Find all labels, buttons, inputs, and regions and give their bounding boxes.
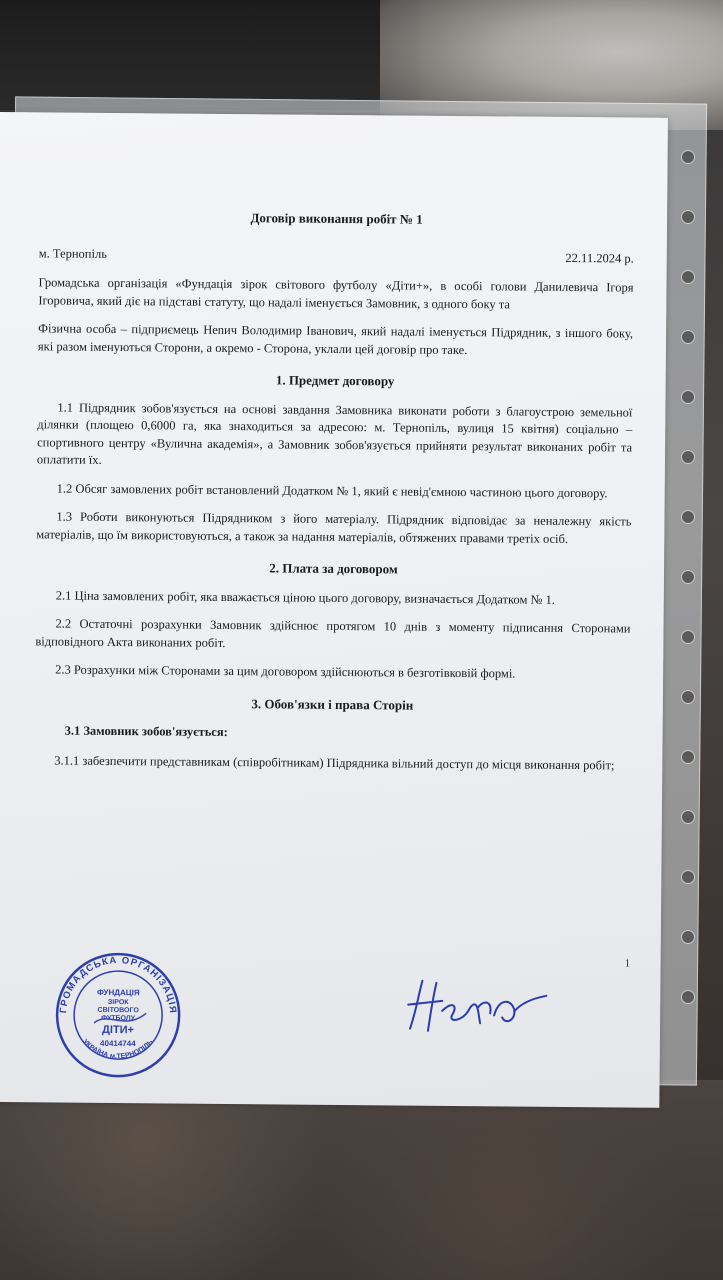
- stamp-line-1: ФУНДАЦІЯ: [96, 987, 140, 998]
- section-1-heading: 1. Предмет договору: [275, 372, 395, 389]
- clause-2-2: 2.2 Остаточні розрахунки Замовник здійснює протягом 10 днів з моменту підписання Сторонами відповідного Акта виконаних робіт.: [35, 616, 631, 650]
- section-2-heading: 2. Плата за договором: [269, 560, 398, 577]
- document-page: [0, 112, 668, 1108]
- background-ground: [0, 1080, 723, 1280]
- stamp-line-4: ФУТБОЛУ: [101, 1014, 136, 1023]
- stamp-bottom-text: УКРАЇНА м.ТЕРНОПІЛЬ: [81, 1038, 155, 1061]
- document-title: Договір виконання робіт № 1: [250, 210, 423, 227]
- background-top: [0, 0, 420, 110]
- clause-3-1: 3.1 Замовник зобов'язується:: [64, 723, 228, 740]
- stamp-line-3: СВІТОВОГО: [97, 1006, 139, 1015]
- clause-1-1: 1.1 Підрядник зобов'язується на основі завдання Замовника виконати роботи з благоустрою земельної ділянки (площею 0,6000 га, яка знаходиться за адресою: м. Тернопіль, вулиця 15 квітня) соціально – спортивного центру «Вулична академія», а Замовник зобов'язується прийняти результат виконаних робіт та оплатити їх.: [36, 400, 633, 467]
- clause-1-3: 1.3 Роботи виконуються Підрядником з його матеріалу. Підрядник відповідає за неналежну якість матеріалів, що їм використовуються, а також за надання матеріалів, обтяжених правами третіх осіб.: [36, 509, 632, 546]
- stamp-ring-text: ГРОМАДСЬКА ОРГАНІЗАЦІЯ: [58, 954, 179, 1015]
- stamp-line-5: ДІТИ+: [101, 1023, 135, 1037]
- document-body: [34, 207, 634, 785]
- intro-paragraph-2: Фізична особа – підприємець Нenич Володимир Іванович, який надалі іменується Підрядник, з іншого боку, які разом іменуються Сторони, а окремо - Сторона, уклали цей договір про таке.: [37, 321, 634, 357]
- signature: [402, 971, 553, 1042]
- document-date: 22.11.2024 р.: [565, 250, 634, 266]
- place-date-row: [39, 245, 634, 268]
- page-number: 1: [624, 957, 631, 970]
- stamp-code: 40414744: [100, 1038, 136, 1049]
- stamp-line-2: ЗІРОК: [107, 998, 129, 1007]
- section-3-heading: 3. Обов'язки і права Сторін: [251, 695, 414, 713]
- intro-paragraph-1: Громадська організація «Фундація зірок світового футболу «Діти+», в особі голови Данилевича Ігоря Ігоровича, який діє на підставі статуту, що надалі іменується Замовник, з одного боку та: [38, 275, 634, 311]
- sleeve-holes: [675, 120, 699, 1040]
- clause-1-2: 1.2 Обсяг замовлених робіт встановлений Додатком № 1, який є невід'ємною частиною цього договору.: [56, 481, 608, 500]
- clause-2-1: 2.1 Ціна замовлених робіт, яка вважається ціною цього договору, визначається Додатком № 1.: [55, 588, 556, 607]
- clause-3-1-1: 3.1.1 забезпечити представникам (співробітникам) Підрядника вільний доступ до місця виконання робіт;: [54, 752, 615, 772]
- document-place: м. Тернопіль: [38, 245, 108, 261]
- organization-stamp: [54, 951, 183, 1080]
- clause-2-3: 2.3 Розрахунки між Сторонами за цим договором здійснюються в безготівковій формі.: [55, 662, 516, 681]
